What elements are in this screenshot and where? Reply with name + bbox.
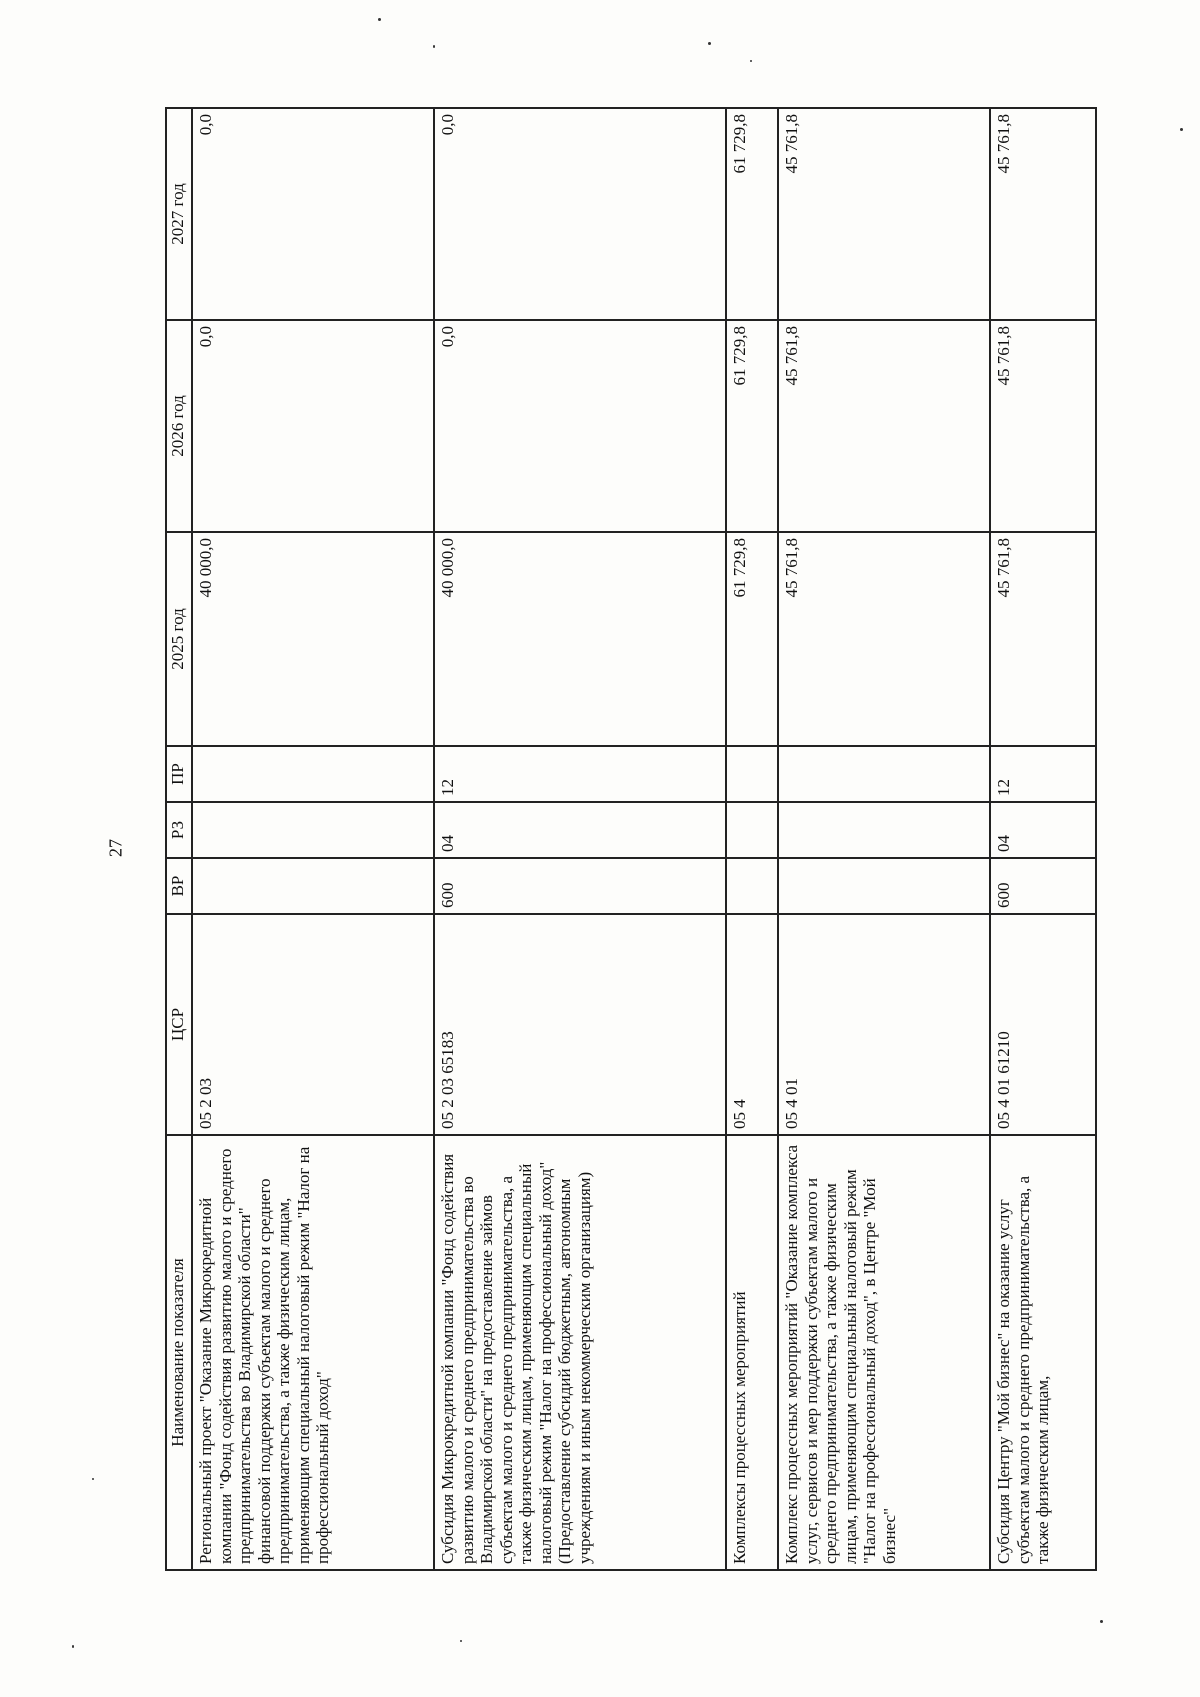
table-header-row [166, 108, 192, 1570]
header-2025: 2025 год [166, 532, 192, 746]
row-name: Субсидия Центру "Мой бизнес" на оказание услуг субъектам малого и среднего предпринимательства, а также физическим лицам, [990, 1135, 1096, 1570]
row-pr [726, 746, 778, 802]
row-rz [192, 802, 434, 858]
row-csr: 05 2 03 65183 [434, 914, 726, 1135]
row-csr: 05 4 [726, 914, 778, 1135]
scan-speck [92, 1478, 94, 1480]
table-row [192, 108, 434, 1570]
row-rz [726, 802, 778, 858]
header-name: Наименование показателя [166, 1135, 192, 1570]
row-name: Комплекс процессных мероприятий "Оказание комплекса услуг, сервисов и мер поддержки субъектам малого и среднего предпринимательства, а также физическим лицам, применяющим специальный налоговый режим "Налог на профессиональный доход", в Центре "Мой бизнес" [778, 1135, 990, 1570]
row-pr [778, 746, 990, 802]
table-row [778, 108, 990, 1570]
header-2027: 2027 год [166, 108, 192, 320]
row-2025: 45 761,8 [778, 532, 990, 746]
row-2027: 0,0 [434, 108, 726, 320]
row-2026: 0,0 [192, 320, 434, 532]
row-2027: 0,0 [192, 108, 434, 320]
header-csr: ЦСР [166, 914, 192, 1135]
row-2026: 61 729,8 [726, 320, 778, 532]
row-csr: 05 2 03 [192, 914, 434, 1135]
row-vr: 600 [990, 858, 1096, 914]
row-pr: 12 [434, 746, 726, 802]
row-rz: 04 [434, 802, 726, 858]
rotated-table-container [165, 109, 1097, 1571]
row-rz [778, 802, 990, 858]
row-2027: 45 761,8 [990, 108, 1096, 320]
table-row [726, 108, 778, 1570]
row-2025: 40 000,0 [434, 532, 726, 746]
budget-table [165, 107, 1097, 1571]
row-2026: 45 761,8 [990, 320, 1096, 532]
header-vr: ВР [166, 858, 192, 914]
scan-speck [1180, 128, 1183, 131]
page-number: 27 [105, 839, 126, 857]
table-row [434, 108, 726, 1570]
row-name: Региональный проект "Оказание Микрокредитной компании "Фонд содействия развитию малого и среднего предпринимательства во Владимирской области" финансовой поддержки субъектам малого и среднего предпринимательства, а также физическим лицам, применяющим специальный налоговый режим "Налог на профессиональный доход" [192, 1135, 434, 1570]
row-2025: 45 761,8 [990, 532, 1096, 746]
header-pr: ПР [166, 746, 192, 802]
row-name: Комплексы процессных мероприятий [726, 1135, 778, 1570]
row-pr [192, 746, 434, 802]
table-row [990, 108, 1096, 1570]
row-name: Субсидия Микрокредитной компании "Фонд содействия развитию малого и среднего предпринимательства во Владимирской области" на предоставление займов субъектам малого и среднего предпринимательства, а также физическим лицам, применяющим специальный налоговый режим "Налог на профессиональный доход" (Предоставление субсидий бюджетным, автономным учреждениям и иным некоммерческим организациям) [434, 1135, 726, 1570]
scan-speck [708, 42, 711, 45]
row-2027: 61 729,8 [726, 108, 778, 320]
row-2027: 45 761,8 [778, 108, 990, 320]
scan-speck [460, 1640, 462, 1642]
row-vr [726, 858, 778, 914]
header-2026: 2026 год [166, 320, 192, 532]
scan-speck [750, 60, 752, 62]
row-2026: 45 761,8 [778, 320, 990, 532]
scan-speck [378, 18, 381, 21]
scan-speck [72, 1645, 74, 1648]
scan-speck [433, 45, 435, 48]
row-vr [778, 858, 990, 914]
row-2025: 40 000,0 [192, 532, 434, 746]
header-rz: РЗ [166, 802, 192, 858]
row-csr: 05 4 01 61210 [990, 914, 1096, 1135]
scan-speck [1100, 1620, 1103, 1623]
row-pr: 12 [990, 746, 1096, 802]
row-vr [192, 858, 434, 914]
row-vr: 600 [434, 858, 726, 914]
row-2025: 61 729,8 [726, 532, 778, 746]
row-rz: 04 [990, 802, 1096, 858]
row-2026: 0,0 [434, 320, 726, 532]
row-csr: 05 4 01 [778, 914, 990, 1135]
